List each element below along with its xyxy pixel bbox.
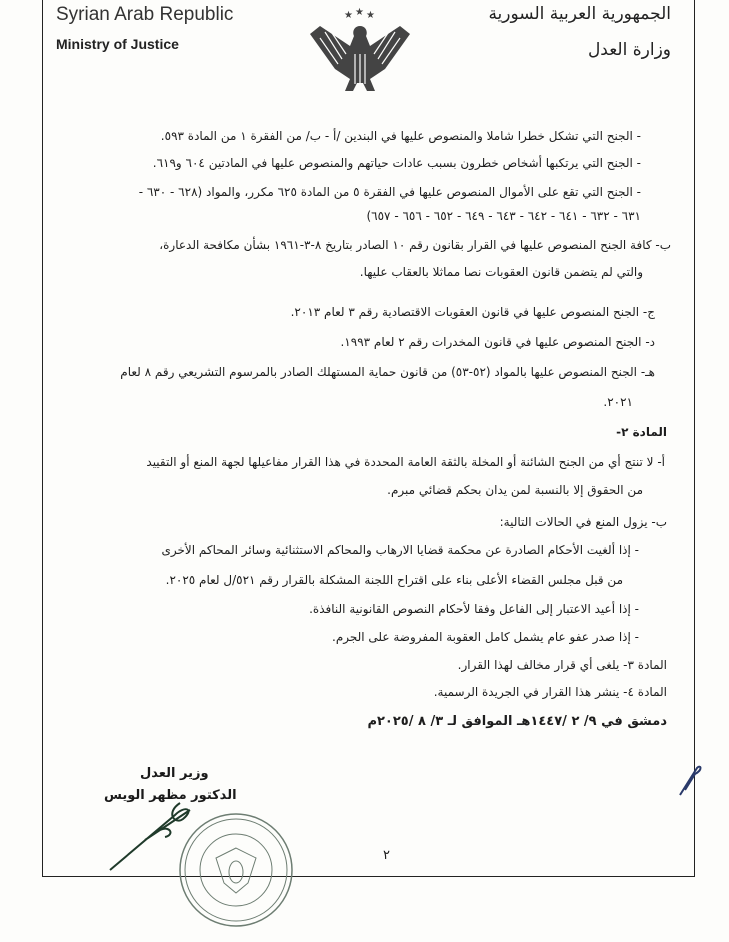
ministry-seal bbox=[176, 808, 296, 938]
svg-text:★: ★ bbox=[344, 10, 353, 21]
signatory-name: الدكتور مظهر الويس bbox=[104, 788, 237, 803]
text-line: - الجنح التي تشكل خطرا شاملا والمنصوص عليها في البندين /أ - ب/ من الفقرة ١ من المادة ٥٩٣. bbox=[160, 129, 641, 143]
eagle-emblem-icon bbox=[300, 4, 420, 96]
text-line: ب- يزول المنع في الحالات التالية: bbox=[499, 515, 667, 529]
header-ministry-en: Ministry of Justice bbox=[56, 36, 179, 52]
text-line: - الجنح التي تقع على الأموال المنصوص عليها في الفقرة ٥ من المادة ٦٢٥ مكرر، والمواد (٦٢٨ - ٦٣٠ - bbox=[138, 185, 641, 199]
text-line: ٢٠٢١. bbox=[603, 395, 633, 409]
text-line: ب- كافة الجنح المنصوص عليها في القرار بقانون رقم ١٠ الصادر بتاريخ ٨-٣-١٩٦١ بشأن مكافحة الدعارة، bbox=[159, 238, 671, 252]
page-number: ٢ bbox=[383, 848, 390, 863]
article-heading: المادة ٢- bbox=[616, 425, 667, 439]
text-line: هـ- الجنح المنصوص عليها بالمواد (٥٢-٥٣) من قانون حماية المستهلك الصادر بالمرسوم التشريعي رقم ٨ لعام bbox=[120, 365, 655, 379]
text-line: د- الجنح المنصوص عليها في قانون المخدرات رقم ٢ لعام ١٩٩٣. bbox=[340, 335, 655, 349]
header-ministry-ar: وزارة العدل bbox=[587, 40, 671, 60]
text-line: - إذا صدر عفو عام يشمل كامل العقوبة المفروضة على الجرم. bbox=[332, 630, 639, 644]
svg-text:★: ★ bbox=[366, 10, 375, 21]
text-line: - إذا ألغيت الأحكام الصادرة عن محكمة قضايا الارهاب والمحاكم الاستثنائية وسائر المحاكم الأخرى bbox=[161, 543, 639, 557]
pen-mark bbox=[675, 760, 705, 800]
article-3: المادة ٣- يلغى أي قرار مخالف لهذا القرار. bbox=[457, 658, 667, 672]
signatory-title: وزير العدل bbox=[140, 766, 209, 781]
header-country-ar: الجمهورية العربية السورية bbox=[488, 4, 671, 24]
header-country-en: Syrian Arab Republic bbox=[56, 4, 234, 25]
text-line: أ- لا تنتج أي من الجنح الشائنة أو المخلة بالثقة العامة المحددة في هذا القرار مفاعيلها لجهة المنع أو التقييد bbox=[146, 455, 665, 469]
text-line: من قبل مجلس القضاء الأعلى بناء على اقتراح اللجنة المشكلة بالقرار رقم ٥٢١/ل لعام ٢٠٢٥. bbox=[165, 573, 623, 587]
text-line: من الحقوق إلا بالنسبة لمن يدان بحكم قضائي مبرم. bbox=[387, 483, 643, 497]
text-line: ج- الجنح المنصوص عليها في قانون العقوبات الاقتصادية رقم ٣ لعام ٢٠١٣. bbox=[290, 305, 655, 319]
svg-text:★: ★ bbox=[355, 7, 364, 18]
text-line: - الجنح التي يرتكبها أشخاص خطرون بسبب عادات حياتهم والمنصوص عليها في المادتين ٦٠٤ و٦١٩. bbox=[152, 156, 641, 170]
text-line: ٦٣١ - ٦٣٢ - ٦٤١ - ٦٤٢ - ٦٤٣ - ٦٤٩ - ٦٥٢ - ٦٥٦ - ٦٥٧) bbox=[366, 209, 641, 223]
date-line: دمشق في ٩/ ٢ /١٤٤٧هـ الموافق لـ ٣/ ٨ /٢٠٢٥م bbox=[367, 714, 667, 729]
text-line: والتي لم يتضمن قانون العقوبات نصا مماثلا بالعقاب عليها. bbox=[359, 265, 643, 279]
article-4: المادة ٤- ينشر هذا القرار في الجريدة الرسمية. bbox=[433, 685, 667, 699]
text-line: - إذا أعيد الاعتبار إلى الفاعل وفقا لأحكام النصوص القانونية النافذة. bbox=[309, 602, 639, 616]
